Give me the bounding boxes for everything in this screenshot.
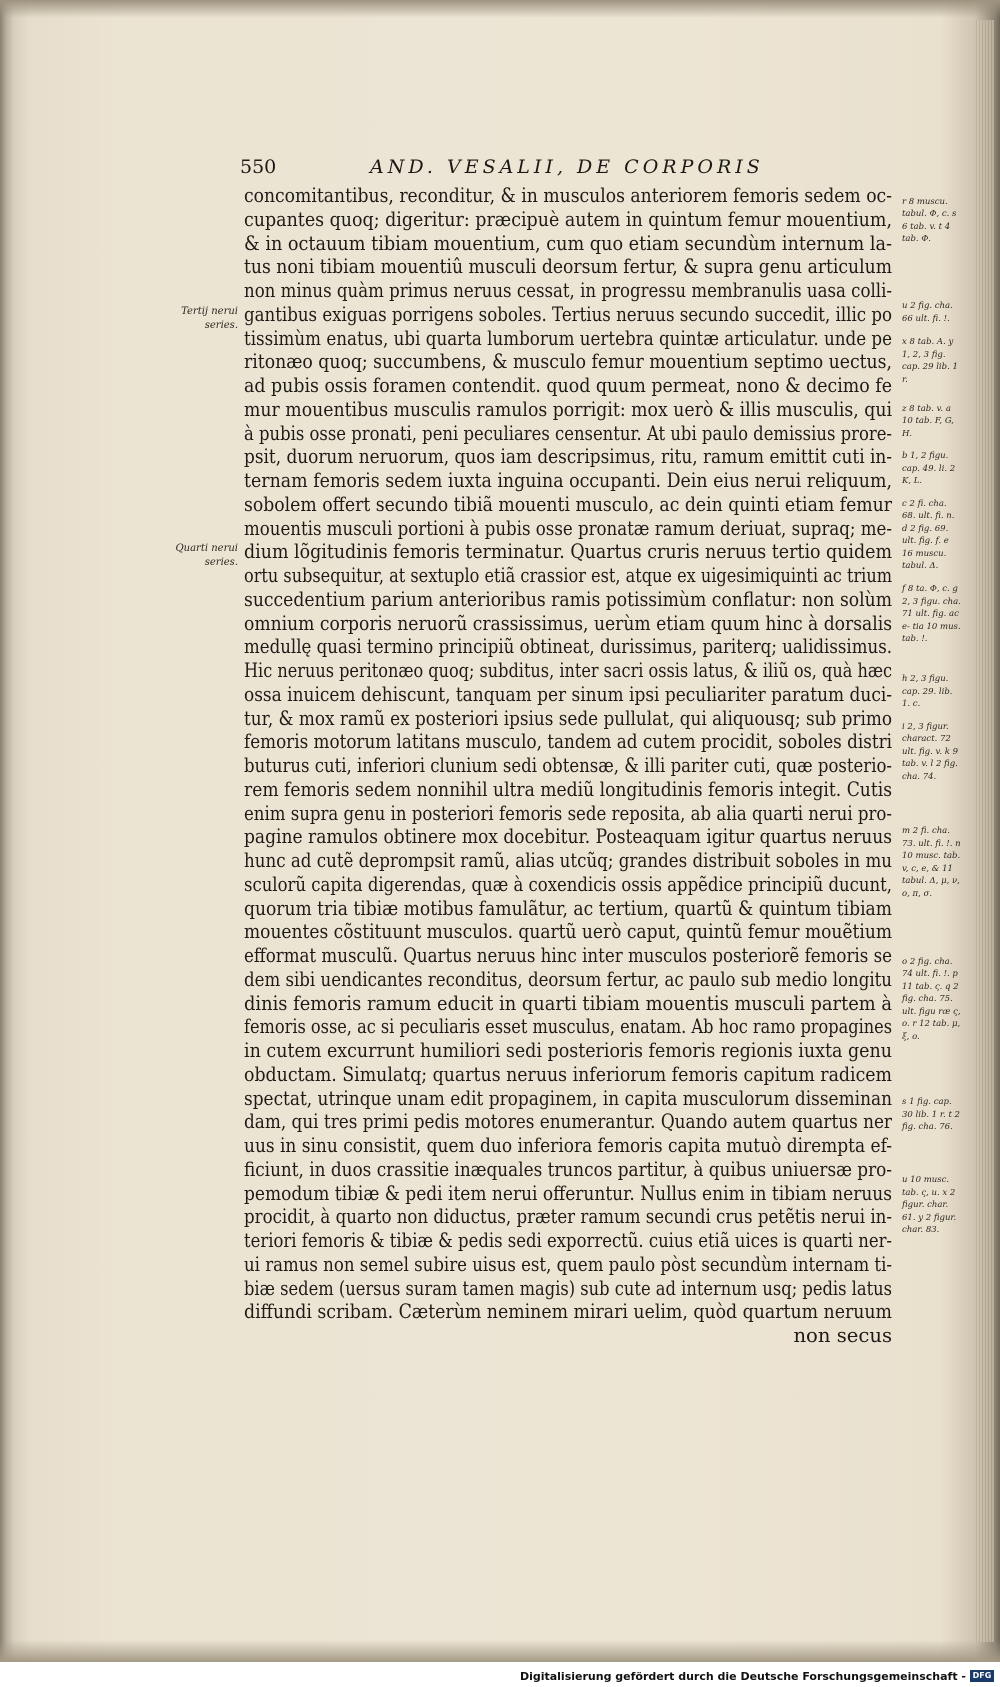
text-line: in cutem excurrunt humiliori sedi posterioris femoris regionis iuxta genu [244, 1039, 892, 1062]
text-line: cupantes quoq; digeritur: præcipuè autem in quintum femur mouentium, [244, 207, 892, 231]
text-line: procidit, à quarto non diductus, præter ramum secundi crus petẽtis nerui in- [244, 1205, 892, 1229]
text-line: omnium corporis neruorũ crassissimus, uerùm etiam quum hinc à dorsalis [244, 611, 892, 635]
text-line: efformat musculũ. Quartus neruus hinc inter musculos posteriorẽ femoris se [244, 944, 892, 967]
text-line: ternam femoris sedem iuxta inguina occupanti. Dein eius nerui reliquum, [244, 469, 892, 492]
page-header [240, 156, 890, 180]
text-line: obductam. Simulatq; quartus neruus inferiorum femoris capitum radicem [244, 1062, 892, 1086]
text-line: pagine ramulos obtinere mox docebitur. Posteaquam igitur quartus neruus [244, 825, 892, 849]
text-line: psit, duorum neruorum, quos iam descripsimus, ritu, ramum emittit cuti in- [244, 445, 892, 469]
text-line: tus noni tibiam mouentiû musculi deorsum fertur, & supra genu articulum [244, 255, 892, 279]
dfg-logo: DFG [970, 1670, 994, 1682]
text-line: Hic neruus peritonæo quoq; subditus, inter sacri ossis latus, & iliũ os, quà hæc [244, 659, 892, 682]
text-line: diffundi scribam. Cæterùm neminem mirari uelim, quòd quartum neruum [244, 1300, 892, 1324]
text-line: hunc ad cutẽ deprompsit ramũ, alias utcũq; grandes distribuit soboles in mu [244, 849, 892, 872]
right-margin-note: h 2, 3 figu. cap. 29. lib. 1. c. [902, 674, 953, 710]
text-line: medullę quasi termino principiũ obtineat, durissimus, pariterq; ualidissimus. [244, 635, 892, 659]
right-margin-note: o 2 fig. cha. 74 ult. fi. !. p 11 tab. ς. q 2 fig. cha. 75. ult. figu ræ ς, o. r 12 tab. μ, ξ, o. [902, 956, 961, 1042]
digitization-footer [0, 1666, 1000, 1687]
text-line: tur, & mox ramũ ex posteriori ipsius sede pullulat, qui aliquousq; sub primo [244, 706, 892, 730]
text-line: concomitantibus, reconditur, & in musculos anteriorem femoris sedem oc- [244, 184, 892, 207]
left-margin-note: Quarti nerui series. [175, 543, 238, 569]
text-line: dem sibi uendicantes reconditus, deorsum fertur, ac paulo sub medio longitu [244, 967, 892, 991]
right-margin-note: i 2, 3 figur. charact. 72 ult. fig. v. k 9 tab. v. l 2 fig. cha. 74. [902, 721, 958, 782]
text-line: ritonæo quoq; succumbens, & musculo femur mouentium septimo uectus, [244, 350, 892, 374]
text-line: pemodum tibiæ & pedi item nerui offeruntur. Nullus enim in tibiam neruus [244, 1181, 892, 1205]
right-margin-note: u 10 musc. tab. ς, u. x 2 figur. char. 61. y 2 figur. char. 83. [902, 1175, 957, 1236]
text-line: ortu subsequitur, at sextuplo etiã crassior est, atque ex uigesimiquinti ac trium [244, 564, 892, 587]
footer-credit: Digitalisierung gefördert durch die Deutsche Forschungsgemeinschaft - [519, 1670, 966, 1683]
right-margin-note: x 8 tab. A. y 1, 2, 3 fig. cap. 29 lib. 1 r. [902, 337, 958, 385]
right-margin-note: m 2 fi. cha. 73. ult. fi. !. n 10 musc. tab. v, c, e, & 11 tabul. Δ, μ, ν, ο, π, σ. [902, 826, 961, 899]
text-line: à pubis osse pronati, peni peculiares censentur. At ubi paulo demissius prore- [244, 421, 892, 445]
text-line: rem femoris sedem nonnihil ultra mediũ longitudinis femoris integit. Cutis [244, 777, 892, 801]
right-margin-note: b 1, 2 figu. cap. 49. li. 2 K, L. [902, 451, 956, 486]
right-margin-note: f 8 ta. Φ, c. g 2, 3 figu. cha. 71 ult. fig. ac e- tia 10 mus. tab. !. [902, 584, 961, 644]
main-text-block [244, 184, 892, 1348]
right-margin-note: s 1 fig. cap. 30 lib. 1 r. t 2 fig. cha. 76. [902, 1097, 960, 1132]
text-line: sobolem offert secundo tibiã mouenti musculo, ac dein quinti etiam femur [244, 492, 892, 516]
right-margin-note: c 2 fi. cha. 68. ult. fi. n. d 2 fig. 69. ult. fig. f. e 16 muscu. tabul. Δ. [902, 498, 955, 571]
text-line: uus in sinu consistit, quem duo inferiora femoris capita mutuò dirempta ef- [244, 1134, 892, 1157]
text-line: succedentium parium anterioribus ramis potissimùm conflatur: non solùm [244, 587, 892, 611]
text-line: mouentes cõstituunt musculos. quartũ uerò caput, quintũ femur mouẽtium [244, 920, 892, 944]
text-line: mouentis musculi portioni à pubis osse pronatæ ramum deriuat, supraq; me- [244, 516, 892, 540]
text-line: teriori femoris & tibiæ & pedis sedi exporrectũ. cuius etiã uices is quarti ner- [244, 1229, 892, 1252]
text-line: gantibus exiguas porrigens soboles. Tertius neruus secundo succedit, illic po [244, 302, 892, 326]
text-line: ad pubis ossis foramen contendit. quod quum permeat, nono & decimo fe [244, 374, 892, 397]
text-line: quorum tria tibiæ motibus famulãtur, ac tertium, quartũ & quintum tibiam [244, 896, 892, 920]
text-line: enim supra genu in posteriori femoris sede reposita, ab alia quarti nerui pro- [244, 801, 892, 825]
text-line: non minus quàm primus neruus cessat, in progressu membranulis uasa colli- [244, 279, 892, 302]
text-line: ficiunt, in duos crassitie inæquales truncos partitur, à quibus uniuersæ pro- [244, 1157, 892, 1181]
page-number: 550 [240, 156, 277, 178]
text-line: sculorũ capita digerendas, quæ à coxendicis ossis appẽdice principiũ ducunt, [244, 872, 892, 896]
text-line: mur mouentibus musculis ramulos porrigit: mox uerò & illis musculis, qui [244, 397, 892, 421]
text-line: dium lõgitudinis femoris terminatur. Quartus cruris neruus tertio quidem [244, 540, 892, 564]
text-line: tissimùm enatus, ubi quarta lumborum uertebra quintæ articulatur. unde pe [244, 326, 892, 350]
text-line: biæ sedem (uersus suram tamen magis) sub cute ad internum usq; pedis latus [244, 1276, 892, 1300]
right-margin-note: z 8 tab. v. a 10 tab. F, G, H. [902, 403, 955, 439]
catchword: non secus [793, 1324, 892, 1347]
text-line: dam, qui tres primi pedis motores enumerantur. Quando autem quartus ner [244, 1110, 892, 1134]
text-line: buturus cuti, inferiori clunium sedi obtensæ, & illi pariter cuti, quæ posterio- [244, 754, 892, 777]
text-line: ossa inuicem dehiscunt, tanquam per sinum ipsi peculiariter paratum duci- [244, 682, 892, 706]
text-line: dinis femoris ramum educit in quarti tibiam mouentis musculi partem à [244, 991, 892, 1015]
page-edge-stack [976, 20, 994, 1642]
text-line: femoris osse, ac si peculiaris esset musculus, enatam. Ab hoc ramo propagines [244, 1015, 892, 1039]
text-line: & in octauum tibiam mouentium, cum quo etiam secundùm internum la- [244, 231, 892, 255]
right-margin-note: u 2 fig. cha. 66 ult. fi. !. [902, 301, 953, 324]
running-head: AND. VESALII, DE CORPORIS [370, 156, 764, 178]
text-line: femoris motorum latitans musculo, tandem ad cutem procidit, soboles distri [244, 730, 892, 754]
left-margin-note: Tertij nerui series. [181, 305, 238, 331]
text-line: ui ramus non semel subire uisus est, quem paulo pòst secundùm internam ti- [244, 1252, 892, 1276]
text-line: spectat, utrinque unam edit propaginem, in capita musculorum disseminan [244, 1086, 892, 1110]
right-margin-note: r 8 muscu. tabul. Φ, c. s 6 tab. v. t 4 tab. Φ. [902, 196, 957, 245]
